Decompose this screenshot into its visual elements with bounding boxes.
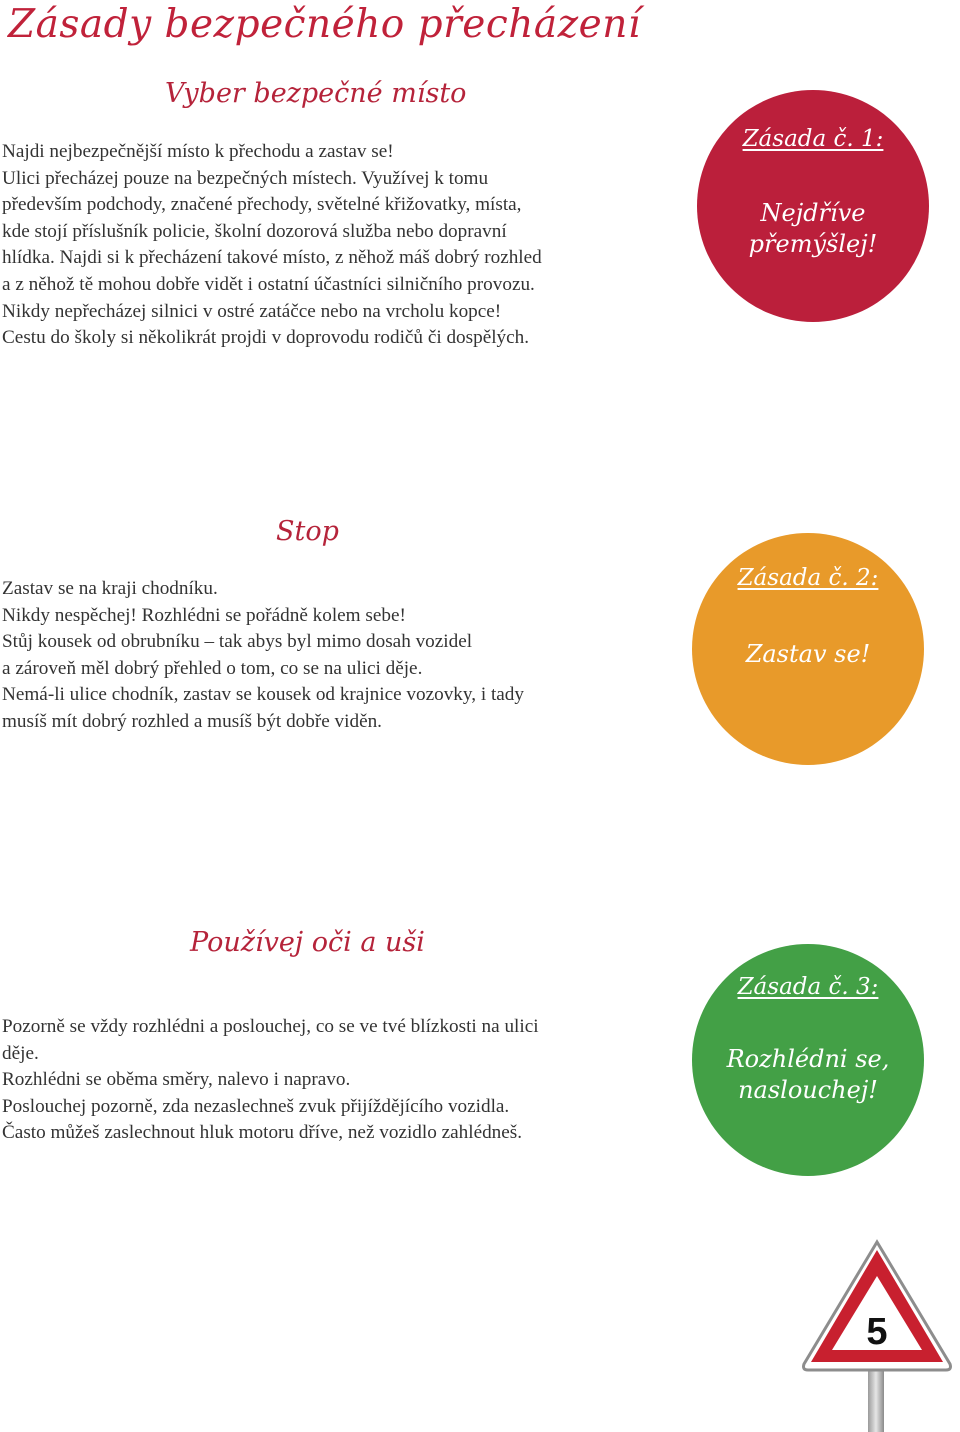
text-line: Nemá-li ulice chodník, zastav se kousek od krajnice vozovky, i tady xyxy=(2,684,524,706)
text-line: musíš mít dobrý rozhled a musíš být dobře viděn. xyxy=(2,710,382,732)
text-line: a z něhož tě mohou dobře vidět i ostatní účastníci silničního provozu. xyxy=(2,273,535,295)
section-heading-eyes-ears: Používej oči a uši xyxy=(190,927,425,958)
warning-triangle-sign-icon xyxy=(800,1236,954,1432)
section-text-eyes-ears xyxy=(2,1014,539,1147)
text-line: Nikdy nepřecházej silnici v ostré zatáčce nebo na vrcholu kopce! xyxy=(2,300,502,322)
text-line: a zároveň měl dobrý přehled o tom, co se na ulici děje. xyxy=(2,657,423,679)
rule-3-number: Zásada č. 3: xyxy=(737,974,879,1000)
rule-1-number: Zásada č. 1: xyxy=(742,126,884,152)
page-number: 5 xyxy=(866,1311,888,1353)
section-heading-safe-place: Vyber bezpečné místo xyxy=(165,78,467,109)
text-line: děje. xyxy=(2,1042,39,1064)
rule-2-circle xyxy=(692,533,924,765)
text-line: kde stojí příslušník policie, školní dozorová služba nebo dopravní xyxy=(2,220,507,242)
text-line: Ulici přecházej pouze na bezpečných místech. Využívej k tomu xyxy=(2,167,489,189)
text-line: Stůj kousek od obrubníku – tak abys byl mimo dosah vozidel xyxy=(2,631,473,653)
rule-2-text xyxy=(692,639,924,670)
text-line: Cestu do školy si několikrát projdi v doprovodu rodičů či dospělých. xyxy=(2,327,530,349)
rule-3-text xyxy=(692,1044,924,1106)
section-text-safe-place xyxy=(2,139,542,352)
page-title: Zásady bezpečného přecházení xyxy=(8,2,641,47)
section-heading-stop: Stop xyxy=(276,516,339,547)
section-text-stop xyxy=(2,576,524,736)
text-line: především podchody, značené přechody, světelné křižovatky, místa, xyxy=(2,194,522,216)
rule-3-text-line: naslouchej! xyxy=(738,1076,878,1104)
rule-2-text-line: Zastav se! xyxy=(745,640,871,668)
rule-2-number: Zásada č. 2: xyxy=(737,565,879,591)
text-line: hlídka. Najdi si k přecházení takové místo, z něhož máš dobrý rozhled xyxy=(2,247,542,269)
text-line: Často můžeš zaslechnout hluk motoru dříve, než vozidlo zahlédneš. xyxy=(2,1122,523,1144)
rule-1-circle xyxy=(697,90,929,322)
text-line: Poslouchej pozorně, zda nezaslechneš zvuk přijíždějícího vozidla. xyxy=(2,1095,510,1117)
text-line: Nikdy nespěchej! Rozhlédni se pořádně kolem sebe! xyxy=(2,604,406,626)
text-line: Zastav se na kraji chodníku. xyxy=(2,578,218,599)
rule-1-text xyxy=(697,198,929,260)
text-line: Najdi nejbezpečnější místo k přechodu a zastav se! xyxy=(2,141,394,162)
rule-3-text-line: Rozhlédni se, xyxy=(726,1045,890,1073)
rule-3-circle xyxy=(692,944,924,1176)
rule-1-text-line: Nejdříve xyxy=(760,199,866,227)
text-line: Pozorně se vždy rozhlédni a poslouchej, co se ve tvé blízkosti na ulici xyxy=(2,1016,539,1037)
rule-1-text-line: přemýšlej! xyxy=(748,230,878,258)
text-line: Rozhlédni se oběma směry, nalevo i napravo. xyxy=(2,1069,351,1091)
